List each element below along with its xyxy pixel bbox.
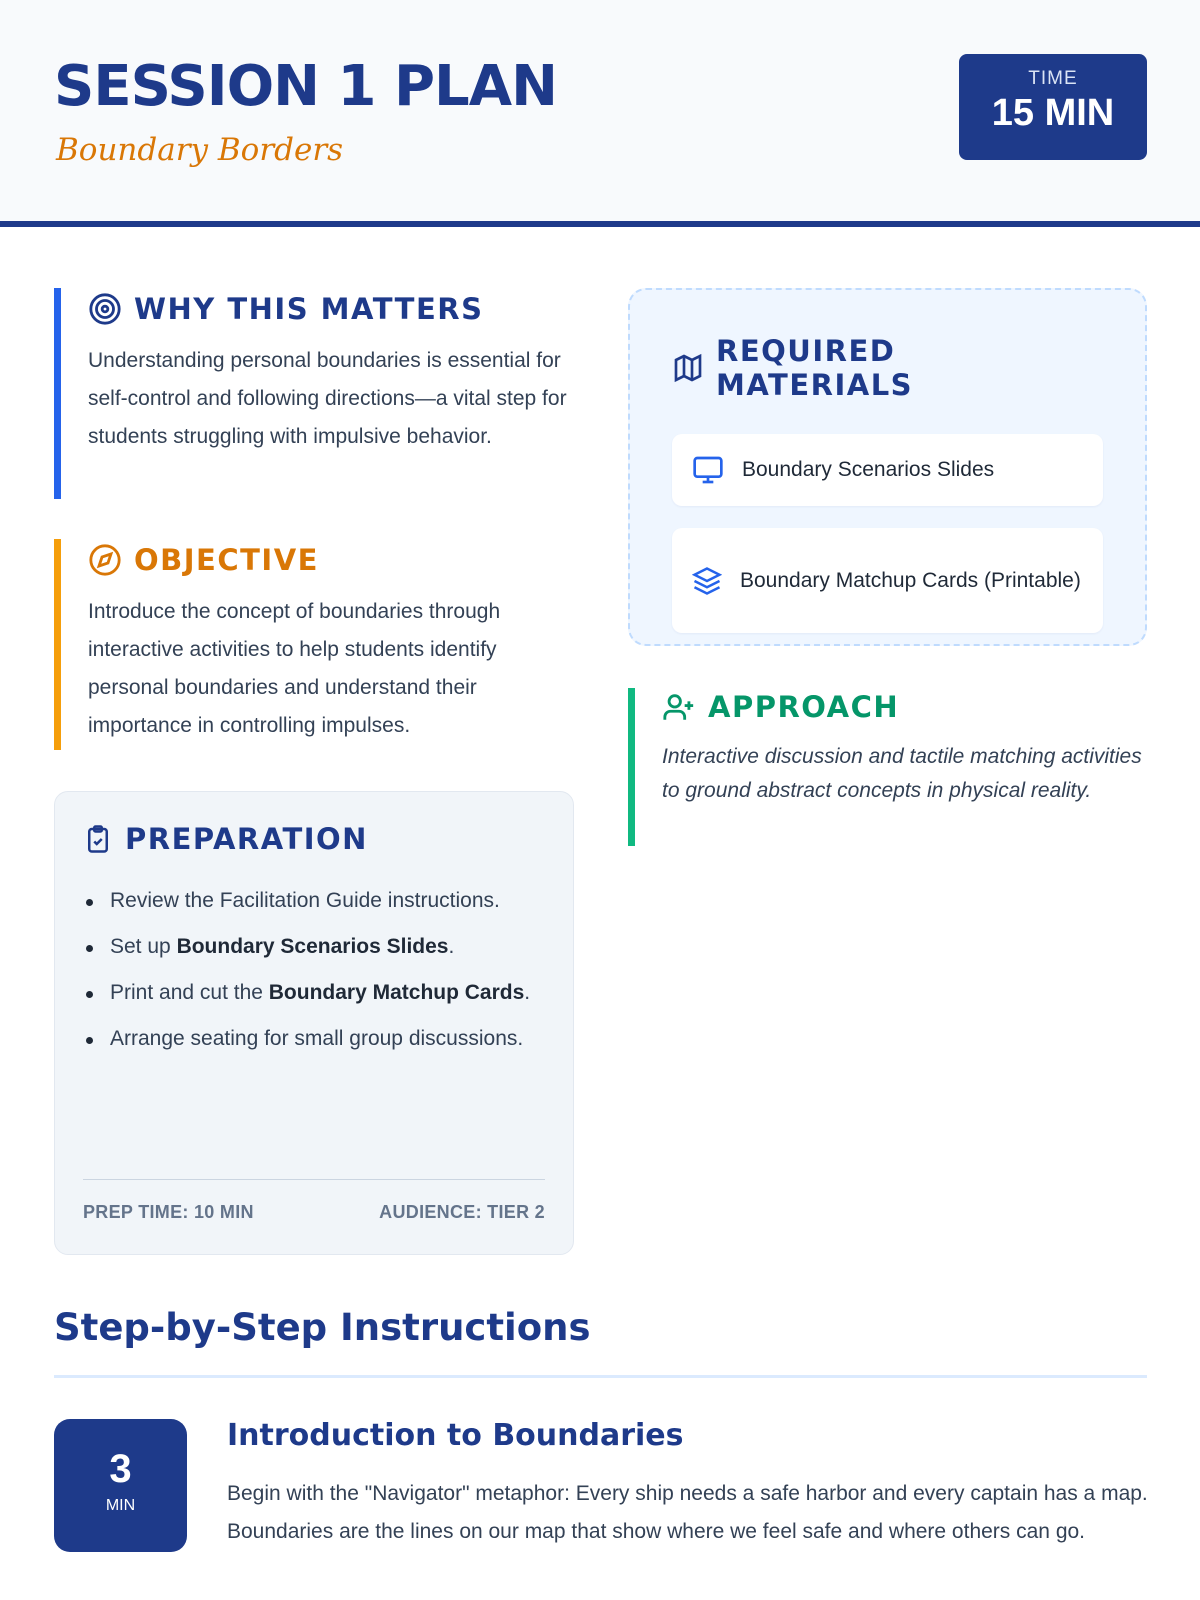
why-this-matters-heading <box>88 292 574 326</box>
approach-section <box>628 688 1147 846</box>
materials-heading-text: REQUIRED MATERIALS <box>716 334 914 402</box>
why-this-matters-section <box>54 288 574 499</box>
preparation-heading-text: PREPARATION <box>125 822 368 856</box>
user-plus-icon <box>662 690 696 724</box>
time-label: TIME <box>1028 68 1078 89</box>
target-icon <box>88 292 122 326</box>
material-label: Boundary Scenarios Slides <box>742 458 995 481</box>
material-label: Boundary Matchup Cards (Printable) <box>740 569 1081 592</box>
preparation-heading <box>83 822 545 856</box>
approach-heading-text: APPROACH <box>708 690 900 724</box>
clipboard-check-icon <box>83 824 113 854</box>
why-heading-text: WHY THIS MATTERS <box>134 292 484 326</box>
objective-section <box>54 539 574 750</box>
step-duration-unit: MIN <box>105 1497 136 1514</box>
layers-icon <box>692 566 722 596</box>
objective-text: Introduce the concept of boundaries through interactive activities to help students identify personal boundaries and understand their importance in controlling impulses. <box>88 600 501 737</box>
material-item <box>672 528 1103 633</box>
prep-time: PREP TIME: 10 MIN <box>83 1202 254 1222</box>
page-subtitle: Boundary Borders <box>56 132 344 168</box>
list-item: Print and cut the Boundary Matchup Cards. <box>83 976 545 1010</box>
page-header <box>0 0 1200 227</box>
map-icon <box>672 352 704 384</box>
preparation-card <box>54 791 574 1255</box>
compass-icon <box>88 543 122 577</box>
steps-title: Step-by-Step Instructions <box>54 1306 591 1349</box>
why-text: Understanding personal boundaries is essential for self-control and following directions—a vital step for students struggling with impulsive behavior. <box>88 349 567 448</box>
monitor-icon <box>692 454 724 486</box>
required-materials-card <box>628 288 1147 646</box>
time-value: 15 MIN <box>991 92 1115 134</box>
preparation-footer <box>83 1179 545 1223</box>
list-item: Set up Boundary Scenarios Slides. <box>83 930 545 964</box>
objective-heading-text: OBJECTIVE <box>134 543 319 577</box>
approach-heading <box>662 690 1147 724</box>
step-text: Begin with the "Navigator" metaphor: Every ship needs a safe harbor and every captain has a map. Boundaries are the lines on our map that show where we feel safe and where others can go. <box>227 1482 1148 1543</box>
steps-divider <box>54 1375 1147 1378</box>
audience: AUDIENCE: TIER 2 <box>379 1202 545 1222</box>
objective-heading <box>88 543 574 577</box>
materials-heading <box>672 334 1103 402</box>
step-duration-badge <box>54 1419 187 1552</box>
approach-text: Interactive discussion and tactile matching activities to ground abstract concepts in physical reality. <box>662 745 1142 802</box>
material-item <box>672 434 1103 506</box>
step-title: Introduction to Boundaries <box>227 1418 684 1453</box>
page-title: SESSION 1 PLAN <box>54 54 557 119</box>
list-item: Review the Facilitation Guide instructions. <box>83 884 545 918</box>
time-badge <box>959 54 1147 160</box>
list-item: Arrange seating for small group discussions. <box>83 1022 545 1056</box>
preparation-list <box>83 884 545 1056</box>
step-duration: 3 <box>109 1447 132 1491</box>
